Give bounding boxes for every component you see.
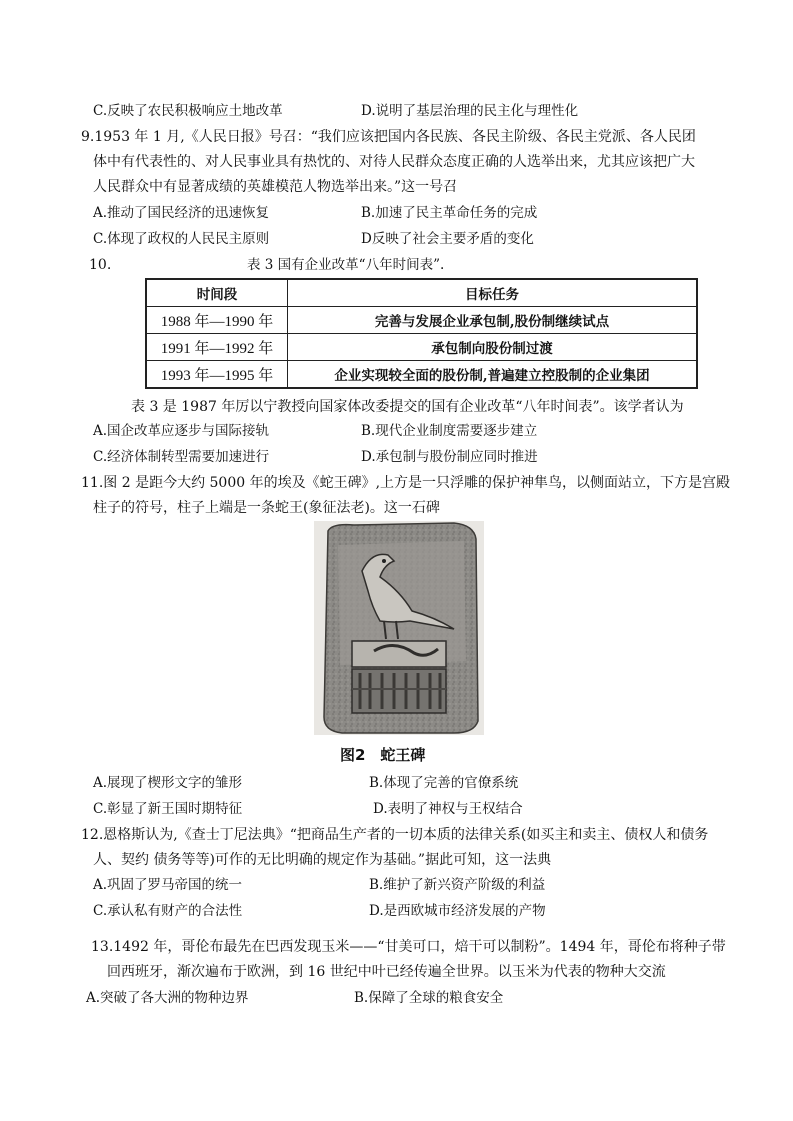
table-cell-task: 完善与发展企业承包制,股份制继续试点 [288,307,698,334]
q11-option-a: A.展现了楔形文字的雏形 [93,775,243,791]
q8-option-d: D.说明了基层治理的民主化与理性化 [361,103,579,119]
q9-option-d: D反映了社会主要矛盾的变化 [361,231,534,247]
q11-option-b: B.体现了完善的官僚系统 [369,775,519,791]
table3-title: 表 3 国有企业改革“八年时间表”. [247,257,445,273]
table-cell-period: 1993 年—1995 年 [146,361,288,389]
q12-option-c: C.承认私有财产的合法性 [93,903,243,919]
table-row [146,334,697,361]
q9-stem-line3: 人民群众中有显著成绩的英雄模范人物选举出来。”这一号召 [93,179,458,195]
table-3 [145,278,698,389]
q8-option-c: C.反映了农民积极响应土地改革 [93,103,283,119]
table-row [146,307,697,334]
table-header-row [146,279,697,307]
q10-option-c: C.经济体制转型需要加速进行 [93,449,270,465]
table-header-task: 目标任务 [288,279,698,307]
table-row [146,361,697,389]
q11-option-d: D.表明了神权与王权结合 [373,801,523,817]
q13-option-b: B.保障了全球的粮食安全 [354,990,504,1006]
table-cell-task: 承包制向股份制过渡 [288,334,698,361]
q11-option-c: C.彰显了新王国时期特征 [93,801,243,817]
table-cell-period: 1988 年—1990 年 [146,307,288,334]
q12-stem-line1: 12.恩格斯认为,《查士丁尼法典》“把商品生产者的一切本质的法律关系(如买主和卖主、债权人和债务 [81,827,709,843]
q12-stem-line2: 人、契约 债务等等)可作的无比明确的规定作为基础。”据此可知，这一法典 [93,852,552,868]
q13-stem-line2: 回西班牙，渐次遍布于欧洲，到 16 世纪中叶已经传遍全世界。以玉米为代表的物种大交流 [107,964,666,980]
q13-stem-line1: 13.1492 年，哥伦布最先在巴西发现玉米——“甘美可口，焙干可以制粉”。1494 年，哥伦布将种子带 [91,939,726,955]
q11-stem-line1: 11.图 2 是距今大约 5000 年的埃及《蛇王碑》,上方是一只浮雕的保护神隼鸟，以侧面站立，下方是宫殿 [81,475,731,491]
q10-number: 10. [89,257,112,273]
q9-stem-line1: 9.1953 年 1 月,《人民日报》号召：“我们应该把国内各民族、各民主阶级、各民主党派、各人民团 [81,129,696,145]
q9-option-c: C.体现了政权的人民民主原则 [93,231,270,247]
table-header-period: 时间段 [146,279,288,307]
q10-option-d: D.承包制与股份制应同时推进 [361,449,538,465]
q9-option-b: B.加速了民主革命任务的完成 [361,205,538,221]
q13-option-a: A.突破了各大洲的物种边界 [86,990,249,1006]
table-cell-task: 企业实现较全面的股份制,普遍建立控股制的企业集团 [288,361,698,389]
q10-option-b: B.现代企业制度需要逐步建立 [361,423,538,439]
figure-2-caption: 图2 蛇王碑 [340,746,426,764]
table-cell-period: 1991 年—1992 年 [146,334,288,361]
q10-stem: 表 3 是 1987 年厉以宁教授向国家体改委提交的国有企业改革“八年时间表”。该学者认为 [131,399,684,415]
q10-option-a: A.国企改革应逐步与国际接轨 [93,423,270,439]
q9-option-a: A.推动了国民经济的迅速恢复 [93,205,270,221]
q12-option-a: A.巩固了罗马帝国的统一 [93,877,243,893]
q12-option-d: D.是西欧城市经济发展的产物 [369,903,546,919]
q11-stem-line2: 柱子的符号，柱子上端是一条蛇王(象征法老)。这一石碑 [93,500,440,516]
q12-option-b: B.维护了新兴资产阶级的利益 [369,877,546,893]
q9-stem-line2: 体中有代表性的、对人民事业具有热忱的、对待人民群众态度正确的人选举出来，尤其应该把广大 [93,154,695,170]
snake-king-stele-image [314,521,484,735]
